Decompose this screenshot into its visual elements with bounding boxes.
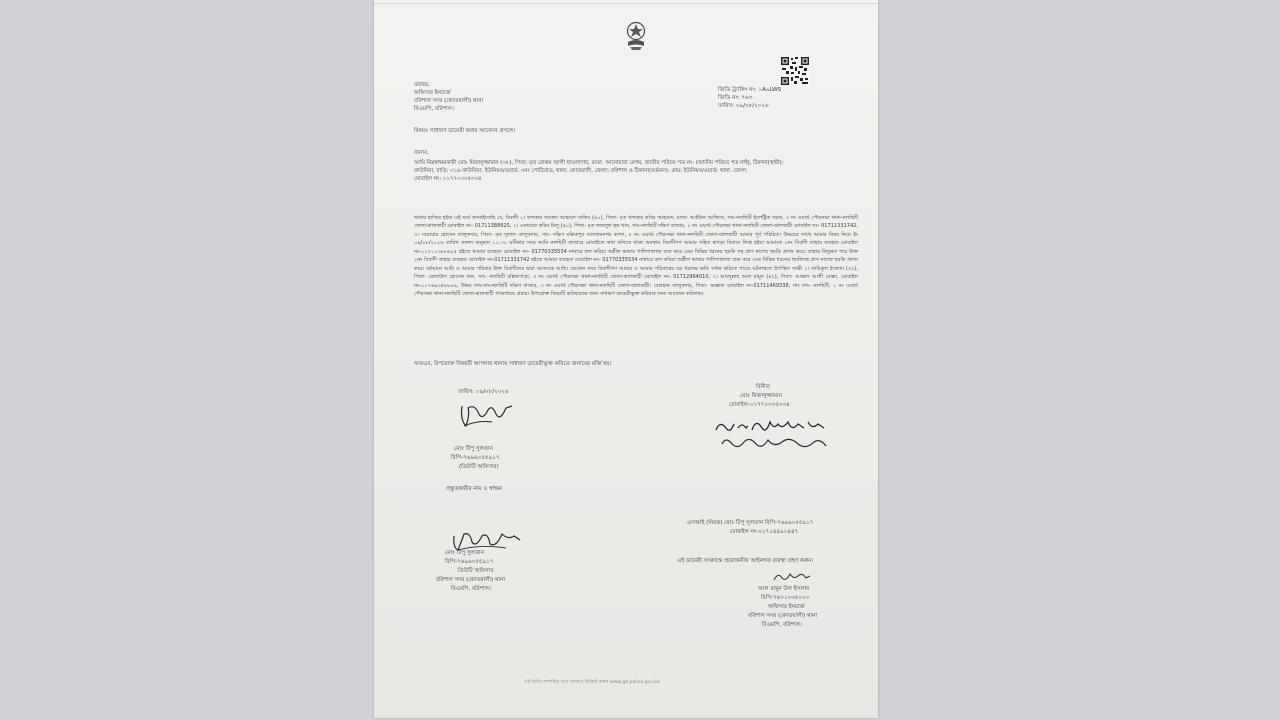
preparer-signature [458, 400, 514, 430]
police-emblem-icon [624, 20, 648, 52]
gd-number: জিডি নং: ৭৬৩ [718, 95, 753, 101]
oc-station: বরিশাল সদর (কোতয়ালী) থানা [748, 613, 818, 619]
preparer-rank: (ডিউটি অফিসার) [459, 464, 499, 470]
duty-officer-station: বরিশাল সদর (কোতয়ালী) থানা [436, 577, 506, 583]
qr-code [779, 56, 811, 86]
applicant-mobile: মোবাইল-০১৭৭০৩৩৫৩৩৪ [729, 402, 790, 408]
recipient-line-3: বরিশাল সদর (কোতয়ালী) থানা [414, 98, 484, 104]
duty-officer-bp: বিপি-৭৬৯৬০৫৫৯১৭ [445, 559, 494, 565]
duty-officer-name: মোঃ টিপু সুলতান [445, 550, 485, 556]
duty-officer-city: বিএমপি, বরিশাল। [451, 586, 491, 592]
intro-line-2: কাউনিয়া, বাড়ি: ৩১৬ কাউনিয়া, ইউনিয়ন/ওয়ার্ড: ৩নং পোর্টরোড, থানা: কোতয়ালী, জেলা: বরিশাল ও ঠিকানা(বর্তমান): গ্রাম: ইউনিয়ন/ওয়ার্ড: থানা: জেলা: [414, 168, 748, 175]
preparer-label: প্রস্তুতকারীর নাম ও স্বাক্ষর [446, 486, 502, 492]
salutation: জনাব, [414, 150, 429, 156]
gd-document-page [374, 0, 878, 718]
intro-line-1: আমি নিম্নস্বাক্ষরকারী মোঃ মিজানুজ্জামান (৩৮), পিতা: মৃত রোস্তম আলী হাওলাদার, মাতা: আনোয়ারা বেগম, জাতীয় পরিচয় পত্র নং: (জাতীয় পরিচয় পত্র নাই), ঠিকানা(স্থায়ী): [414, 160, 784, 166]
oc-instruction: এই ডায়েরী সংক্রান্তে প্রয়োজনীয় আইনগত ব্যবস্থা গ্রহণ করুন। [677, 558, 814, 564]
body-paragraph-2: অতএব, উপরোক্ত বিষয়টি আপনার থানায় সাধারণ ডায়েরীভুক্ত করিতে জনাবের মর্জি হয়। [414, 361, 612, 367]
recipient-line-2: অফিসার ইনচার্জ [414, 90, 451, 96]
si-mobile: মোবাইল নং-০১৭১৪৪৯০৪৪৭ [730, 529, 799, 535]
oc-city: বিএমপি, বরিশাল। [762, 622, 802, 628]
applicant-signature [712, 414, 844, 456]
complaint-body [414, 214, 858, 299]
recipient-line-1: বরাবর, [414, 82, 430, 88]
oc-bp: বিপি-৭৪০১০৩৫০০০ [761, 595, 810, 601]
applicant-closing: বিনীত [756, 384, 770, 390]
oc-rank: অফিসার ইনচার্জ [768, 604, 805, 610]
preparer-bp: বিপি-৭৬৯৬০৫৫৯১৭ [451, 455, 500, 461]
gd-date: তারিখ: ০৯/০৮/২০২৬ [718, 103, 769, 109]
paper-fold-line [374, 3, 878, 4]
oc-signature [772, 569, 812, 583]
intro-line-3: মোবাইল নং: ০১৭৭০৩৩৫৩৩৪ [414, 176, 482, 183]
preparer-name: মোঃ টিপু সুলতান [454, 446, 494, 452]
si-name-line: এসআই (নিরস্ত্র) মোঃ টিপু সুলতান বিপি-৭৬৯৬০৫৫৯১৭ [687, 520, 814, 526]
duty-officer-rank: ডিউটি অফিসার [458, 568, 494, 574]
subject-line: বিষয়ঃ সাধারণ ডায়েরী করার আবেদন প্রসঙ্গে। [414, 128, 516, 134]
gd-tracking-number: জিডি ট্র্যাকিং নং: ১A৯LWS [718, 87, 782, 93]
oc-name: আল মামুন উল ইসলাম [758, 586, 810, 592]
recipient-line-4: বিএমপি, বরিশাল। [414, 106, 454, 112]
body-paragraph-1: থানায় হাজির হইয়া এই মর্মে জানাইতেছি যে, বিবাদী ১। খন্দকার সাজেদ আহমেদ সাকিব (৪০), পিতা- মৃত খন্দকার কবির আহমেদ, মাতা- আইরিন আজিজ, সাং-নলছিটি ইলেক্ট্রিক সড়ক, ৩ নং ওয়ার্ড পৌরসভা থানা-নলছিটি জেলা-ঝালকাঠী মোবাইল নং- 01711388625, ২। এনায়েত করিম মিলু (৫০), পিতা- মৃত ফজলুল হক খান, সাং-নলছিটি দক্ষিণ বাজার, ১ নং ওয়ার্ড পৌরসভা থানা-নলছিটি জেলা-ঝালকাঠী মোবাইল নং- 01711331742, ৩। সরোয়ার হোসেন তালুকদার, পিতা- মৃত দুলাল তালুকদার, সাং- দক্ষিণ মল্লিকপুর আলকরনগর কান্দা, ৫ নং ওয়ার্ড পৌরসভা থানা-নলছিটি জেলা-ঝালকাঠী আমার পূর্ব পরিচিত। উভয়ের সাথে আমার বিষয় নিয়ে ইং ০৯/০৮/২০২৬ তারিখ সকাল অনুমান ১১:৩০ ঘটিকার সময় আমি নলছিটি বাজারে মোবাইলে কথা বলিতে থাকা অবস্থায় বিবাদীগণ আমার সহিত ঝগড়া বিবাদে লিপ্ত হইয়া আমাকে ১নং বিবাদী তাহার ব্যবহৃত মোবাইল নং-০১৭১১৩৮৮৬২৫ হইতে আমার ব্যবহৃত মোবাইল নং- 01770335534 নাম্বারে কল করিয়া অশ্লীল ভাষায় গালিগালাজ শুরু করে এবং বিভিন্ন ধরনের হুমকি সহ প্রাণ নাশের হুমকি প্রদান করে। তাহার কিছুক্ষণ পরে উক্ত ২নং বিবাদী তাহার ব্যবহৃত মোবাইল নং-01711331742 হইতে আমার ব্যবহৃত মোবাইল নং- 01770335534 নাম্বারে কল করিয়া অশ্লীল ভাষায় গালিগালাজ শুরু করে এবং বিভিন্ন ধরনের হুমকিসহ প্রাণ নাশের হুমকি প্রদান করে। বর্তমানে আমি ও আমার পরিবার উক্ত বিবাদীদের দ্বারা আতংকে আছি। যেকোন সময় বিবাদীগণ আমার ও আমার পরিবারের বড় ধরনের ক্ষতি সাধন করিতে পারে। ঘটনাস্থলে উপস্থিত সাক্ষী ১। তারিকুল ইসলাম (৩২), পিতা- রেজাউল হোসেন খান, সাং- নলছিটি মল্লিকপাড়া, ৩ নং ওয়ার্ড পৌরসভা থানা-নলছিটি জেলা-ঝালকাঠী মোবাইল নং- 01712964010, ২। আবদুল্লাহ আল মামুন (৪২), পিতা- আক্কাস আলী মোল্লা, মোবাইল নং-০১৭৬৯৩৫৮৮৮৯, উভয় সাং-সাং-নলছিটি দক্ষিণ বাজার, ৩ নং ওয়ার্ড পৌরসভা থানা-নলছিটি জেলা-ঝালকাঠী। বোরহান তালুকদার, পিতা- অজ্ঞাত মোবাইল নং-01711469338, সাং সাং- নলছিটি, ১ নং ওয়ার্ড পৌরসভা থানা-নলছিটি জেলা-ঝালকাঠী গণমাধ্যমে প্রচার। উপরোক্ত বিষয়টি ভবিষ্যতের জন্য সাধারণ ডায়েরীভুক্ত করিবার জন্য আবেদন করিলাম। [414, 215, 859, 298]
application-date: তারিখ: ০৯/০৮/২০২৬ [458, 389, 509, 395]
footer-note: এই জিডি সম্পর্কিত তথ্য জানতে ভিজিট করুন www.gd.police.gov.bd [524, 680, 661, 685]
applicant-name: মোঃ মিজানুজ্জামান [740, 393, 782, 399]
applicant-intro [414, 159, 856, 183]
